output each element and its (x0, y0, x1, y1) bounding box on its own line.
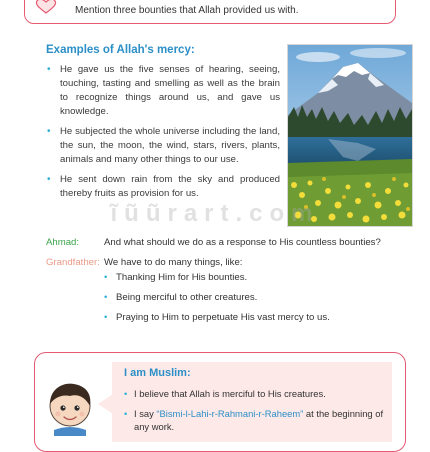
mercy-list (46, 63, 280, 207)
list-item: • I say “Bismi-l-Lahi-r-Rahmani-r-Raheem” at the beginning of any work. (124, 408, 384, 432)
list-item: • I believe that Allah is merciful to His creatures. (124, 388, 326, 399)
bullet-icon: • (104, 312, 108, 323)
heart-icon (34, 0, 58, 14)
list-item: • He sent down rain from the sky and produced thereby fruits as provision for us. (47, 174, 280, 199)
question-text: Mention three bounties that Allah provided us with. (75, 5, 299, 16)
watermark: ĩũũrart.com (110, 200, 320, 227)
list-item: • Praying to Him to perpetuate His vast mercy to us. (104, 312, 330, 323)
bullet-icon: • (47, 174, 51, 185)
dialogue-ahmad (46, 236, 381, 249)
i-am-muslim-list (124, 387, 386, 440)
bullet-icon: • (124, 408, 128, 419)
list-item: • He gave us the five senses of hearing, seeing, touching, tasting and smelling as well as the brain to recognize things around us, and gave us knowledge. (47, 64, 280, 117)
speech-pointer-icon (96, 392, 114, 416)
bullet-icon: • (124, 388, 128, 399)
dialogue-grandfather (46, 256, 243, 269)
boy-avatar (44, 380, 96, 436)
i-am-muslim-title: I am Muslim: (124, 367, 191, 379)
bullet-icon: • (47, 126, 51, 137)
grandfather-line: We have to do many things, like: (104, 257, 243, 268)
bullet-icon: • (104, 272, 108, 283)
list-item: • He subjected the whole universe including the land, the sun, the moon, the wind, stars, rivers, plants, animals and many other things to our use. (47, 126, 280, 165)
bullet-icon: • (47, 64, 51, 75)
list-item: • Being merciful to other creatures. (104, 292, 258, 303)
speaker-grandfather: Grandfather: (46, 257, 100, 268)
response-list (104, 271, 330, 331)
basmala-quote: “Bismi-l-Lahi-r-Rahmani-r-Raheem” (156, 408, 304, 419)
mountain-lake-image (288, 45, 412, 226)
ahmad-line: And what should we do as a response to His countless bounties? (104, 237, 381, 248)
list-item: • Thanking Him for His bounties. (104, 272, 248, 283)
section-title-mercy: Examples of Allah's mercy: (46, 44, 195, 56)
bullet-icon: • (104, 292, 108, 303)
speaker-ahmad: Ahmad: (46, 237, 80, 248)
